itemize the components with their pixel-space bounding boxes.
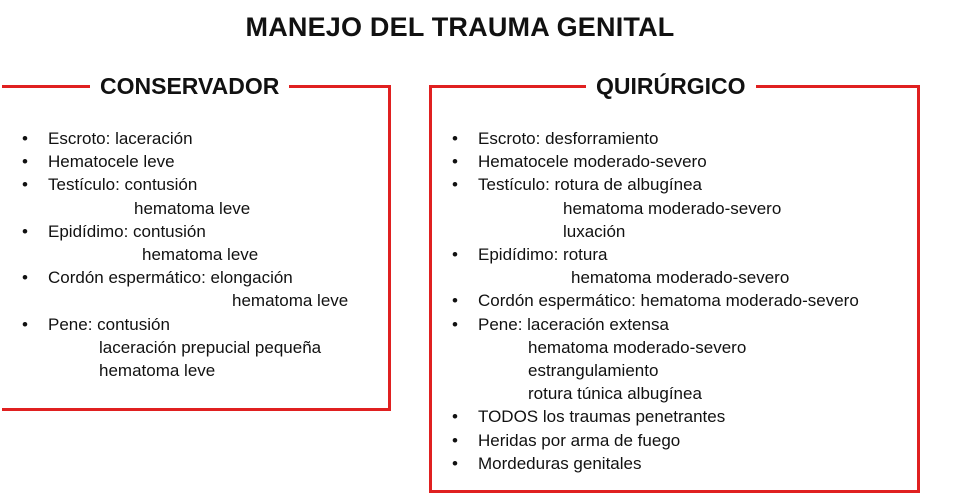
conservative-list xyxy=(22,127,348,382)
list-item: • TODOS los traumas penetrantes xyxy=(452,405,859,428)
item-subtext: luxación xyxy=(563,221,626,241)
surgical-list xyxy=(452,127,859,475)
item-subtext: hematoma moderado-severo xyxy=(571,268,790,288)
list-item: • Escroto: laceración xyxy=(22,127,348,150)
surgical-heading: QUIRÚRGICO xyxy=(586,68,756,104)
item-subtext: hematoma moderado-severo xyxy=(563,198,782,218)
item-subtext: hematoma leve xyxy=(134,198,251,218)
item-subtext: estrangulamiento xyxy=(528,361,659,381)
list-item: • Testículo: rotura de albugínea hematoma moderado-severo luxación xyxy=(452,173,859,243)
item-text: Epidídimo: contusión xyxy=(48,221,206,241)
item-text: Hematocele moderado-severo xyxy=(478,152,707,172)
conservative-heading: CONSERVADOR xyxy=(90,68,289,104)
item-text: Cordón espermático: hematoma moderado-severo xyxy=(478,291,859,311)
list-item: • Cordón espermático: hematoma moderado-severo xyxy=(452,289,859,312)
item-text: TODOS los traumas penetrantes xyxy=(478,407,726,427)
list-item: • Pene: laceración extensa hematoma moderado-severo estrangulamiento rotura túnica albugínea xyxy=(452,313,859,406)
item-subtext: hematoma leve xyxy=(142,245,259,265)
item-text: Epidídimo: rotura xyxy=(478,245,608,265)
item-text: Pene: laceración extensa xyxy=(478,314,669,334)
item-subtext: hematoma leve xyxy=(99,361,216,381)
item-text: Cordón espermático: elongación xyxy=(48,268,293,288)
item-text: Testículo: contusión xyxy=(48,175,198,195)
item-subtext: rotura túnica albugínea xyxy=(528,384,702,404)
item-subtext: laceración prepucial pequeña xyxy=(99,337,322,357)
surgical-box xyxy=(429,73,920,493)
conservative-box xyxy=(2,73,391,411)
list-item: • Heridas por arma de fuego xyxy=(452,429,859,452)
list-item: • Hematocele moderado-severo xyxy=(452,150,859,173)
item-text: Pene: contusión xyxy=(48,314,170,334)
list-item: • Pene: contusión laceración prepucial pequeña hematoma leve xyxy=(22,313,348,383)
list-item: • Cordón espermático: elongación hematoma leve xyxy=(22,266,348,312)
list-item: • Hematocele leve xyxy=(22,150,348,173)
item-subtext: hematoma moderado-severo xyxy=(528,337,747,357)
item-text: Mordeduras genitales xyxy=(478,453,642,473)
list-item: • Mordeduras genitales xyxy=(452,452,859,475)
list-item: • Escroto: desforramiento xyxy=(452,127,859,150)
item-text: Heridas por arma de fuego xyxy=(478,430,681,450)
list-item: • Epidídimo: rotura hematoma moderado-severo xyxy=(452,243,859,289)
item-text: Testículo: rotura de albugínea xyxy=(478,175,702,195)
item-subtext: hematoma leve xyxy=(232,291,349,311)
list-item: • Epidídimo: contusión hematoma leve xyxy=(22,220,348,266)
page-title: MANEJO DEL TRAUMA GENITAL xyxy=(245,12,675,42)
item-text: Escroto: laceración xyxy=(48,129,193,148)
item-text: Hematocele leve xyxy=(48,152,175,172)
item-text: Escroto: desforramiento xyxy=(478,129,659,148)
list-item: • Testículo: contusión hematoma leve xyxy=(22,173,348,219)
